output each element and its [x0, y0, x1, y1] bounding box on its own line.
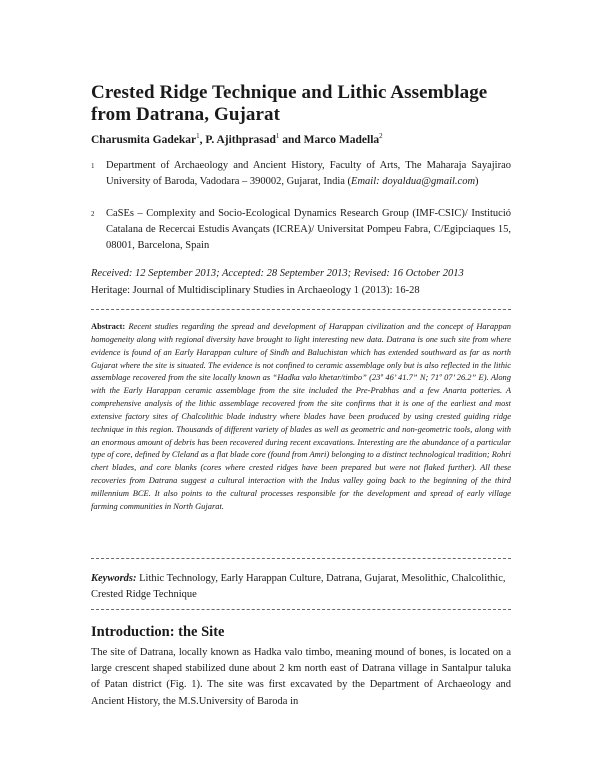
author-affiliation-mark: 1 [275, 132, 280, 140]
author-list [91, 132, 383, 146]
author-separator: and [279, 133, 304, 146]
intro-paragraph: The site of Datrana, locally known as Hadka valo timbo, meaning mound of bones, is located on a large crescent shaped stabilized dune about 2 km north east of Datrana village in Santalpur taluka of Patan district (Fig. 1). The site was first excavated by the Department of Archaeology and Ancient History, the M.S.University of Baroda in [91, 647, 511, 707]
affiliation-email[interactable]: Email: doyaldua@gmail.com [351, 176, 476, 187]
affiliation-1 [91, 158, 511, 208]
keywords-block [91, 571, 511, 603]
divider-line [91, 558, 511, 559]
affiliation-text: CaSEs – Complexity and Socio-Ecological Dynamics Research Group (IMF-CSIC)/ Institució Catalana de Recercai Estudis Avançats (ICREA)/ Universitat Pompeu Fabra, C/Egipciaques 15, 08001, Barcelona, Spain [106, 208, 511, 251]
abstract-text: Recent studies regarding the spread and development of Harappan civilization and the concept of Harappan homogeneity along with regional diversity have brought to light interesting new data. Datrana is one such site from where evidence is found of an Early Harappan culture of Sindh and Baluchistan which has extended southward as far as north Gujarat where the site is situated. The evidence is not confined to ceramic assemblage only but is also reflected in the lithic assemblage recovered from the site locally known as “Hadka valo khetar/timbo” (23º 46’ 41.7” N; 71º 07’ 26.2” E). Along with the Early Harappan ceramic assemblage from the site included the Pre-Prabhas and a few Anarta potteries. A comprehensive analysis of the lithic assemblage recovered from the site confirms that it is one of the earliest and most extensive factory sites of Chalcolithic blade industry where blades have been produced by using crested guiding ridge technique in this region. Thousands of different variety of blades as well as geometric and non-geometric tools, along with an enormous amount of debris has been recovered during recent excavations. Interesting are the abundance of a particular type of core, defined by Cleland as a flat blade core (found from Amri) belonging to a distinct technological tradition; Rohri chert blades, and core blanks (cores where crested ridges have been prepared but were not flaked further). All these recoveries from Datrana suggest a cultural interaction with the Indus valley going back to the beginning of the third millennium BCE. It also points to the cultural processes responsible for the development and spread of early village farming communities in North Gujarat. [91, 321, 512, 511]
affiliation-2 [91, 206, 511, 256]
journal-citation: Heritage: Journal of Multidisciplinary Studies in Archaeology 1 (2013): 16-28 [91, 285, 420, 296]
affiliation-address: Department of Archaeology and Ancient History, Faculty of Arts, The Maharaja Sayajirao University of Baroda, Vadodara – 390002, Gujarat, India ( [106, 160, 511, 187]
keywords-label: Keywords: [91, 573, 137, 584]
author-name: Marco Madella [303, 133, 380, 146]
paper-title: Crested Ridge Technique and Lithic Assemblage from Datrana, Gujarat [91, 82, 488, 125]
abstract-label: Abstract: [91, 321, 126, 331]
affiliation-number: 1 [91, 162, 95, 170]
affiliation-number: 2 [91, 210, 95, 218]
author-affiliation-mark: 1 [196, 132, 200, 140]
author-name: P. Ajithprasad [205, 133, 276, 146]
received-dates: Received: 12 September 2013; Accepted: 28 September 2013; Revised: 16 October 2013 [91, 268, 464, 279]
abstract-block [91, 320, 511, 513]
section-heading: Introduction: the Site [91, 624, 225, 640]
author-name: Charusmita Gadekar [91, 133, 197, 146]
divider-line [91, 609, 511, 610]
author-separator: , [199, 133, 206, 146]
affiliation-text [106, 158, 511, 190]
divider-line [91, 309, 511, 310]
affiliation-close-paren: ) [475, 176, 479, 187]
author-affiliation-mark: 2 [379, 132, 383, 140]
keywords-text: Lithic Technology, Early Harappan Culture, Datrana, Gujarat, Mesolithic, Chalcolithic, Crested Ridge Technique [91, 573, 506, 600]
